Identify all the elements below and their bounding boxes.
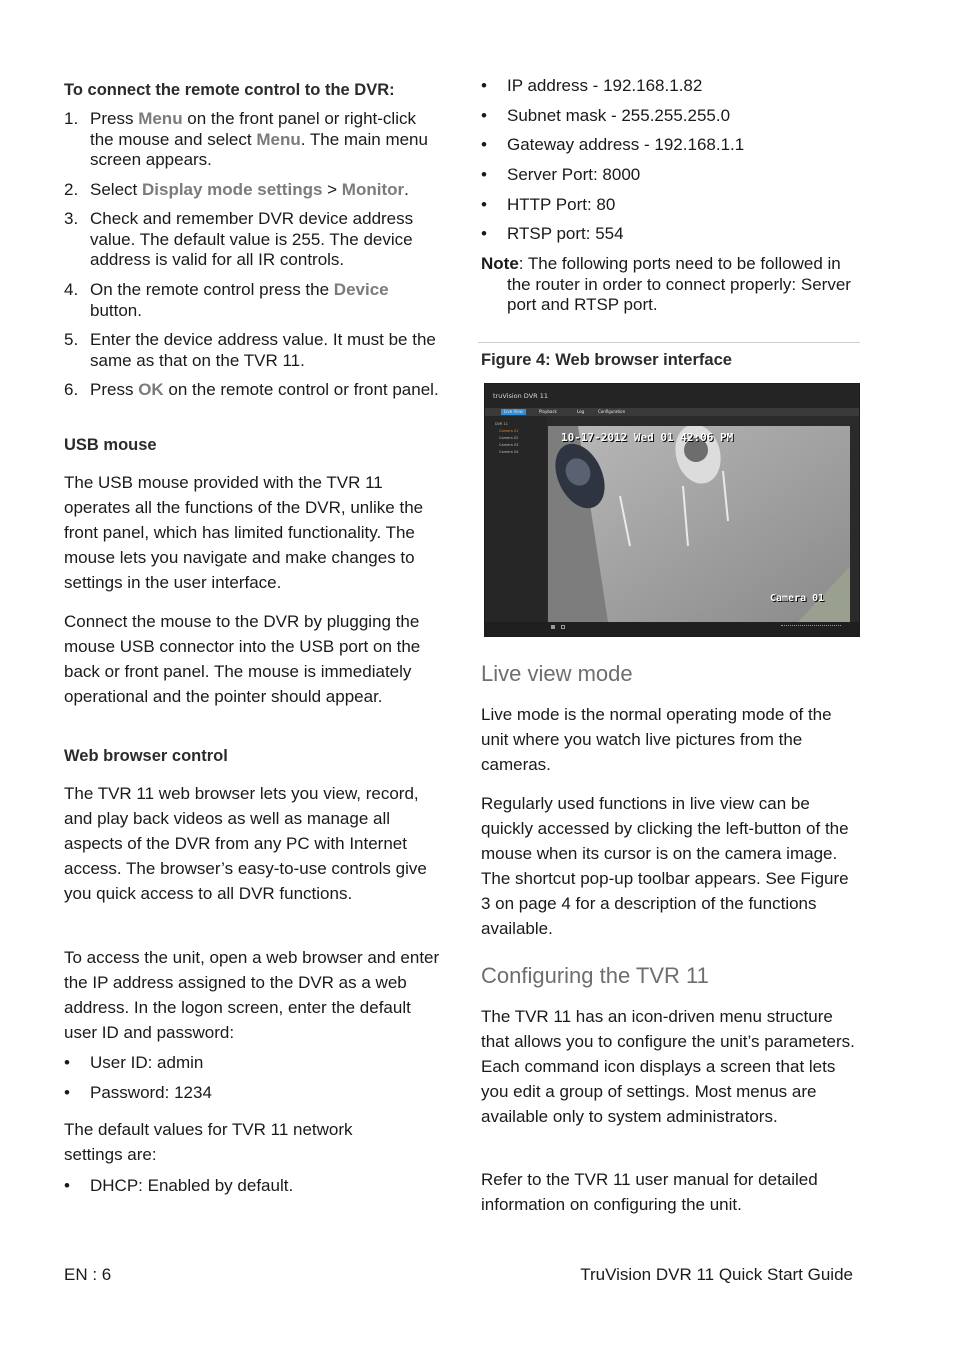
bullet-dot: •: [64, 1176, 70, 1195]
step-text-part: . The main menu screen appears.: [90, 129, 428, 169]
live-paragraph-2: Regularly used functions in live view can be quickly accessed by clicking the left-button of the mouse when its cursor is on the camera image. The shortcut pop-up toolbar appears. See Figure 3 on page 4 for a description of the functions available.: [481, 794, 849, 938]
step-number: 3.: [64, 209, 79, 228]
step-text: Check and remember DVR device address value. The default value is 255. The device address is valid for all IR controls.: [90, 209, 414, 269]
step-number: 1.: [64, 109, 79, 128]
note-text: : The following ports need to be followed in the router in order to connect properly: Server port and RTSP port.: [507, 254, 851, 314]
step-text: [90, 280, 442, 321]
keyword: Menu: [138, 109, 183, 128]
screenshot-tab: Log: [577, 409, 585, 414]
section-divider: [478, 342, 860, 343]
web-browser-screenshot: [484, 383, 860, 637]
usb-mouse-heading: USB mouse: [64, 436, 157, 454]
bullet-text: User ID: admin: [90, 1053, 204, 1072]
stop-icon: [551, 625, 555, 629]
screenshot-tab: Configuration: [598, 409, 626, 414]
bullet-text: Subnet mask - 255.255.255.0: [507, 106, 731, 125]
step-text: [90, 380, 442, 401]
screenshot-sidebar-item: DVR 11: [495, 422, 509, 426]
step-text-part: On the remote control press the: [90, 280, 334, 299]
usb-paragraph-2: Connect the mouse to the DVR by plugging the mouse USB connector into the USB port on the back or front panel. The mouse is immediately operational and the pointer should appear.: [64, 612, 421, 706]
bullet-dot: •: [481, 76, 487, 95]
step-text-part: Press: [90, 380, 139, 399]
bullet-text: Gateway address - 192.168.1.1: [507, 135, 745, 154]
video-camera-label: Camera 01: [770, 593, 825, 604]
config-paragraph-2: Refer to the TVR 11 user manual for detailed information on configuring the unit.: [481, 1170, 818, 1214]
live-view-heading: Live view mode: [481, 661, 633, 686]
web-paragraph-1: The TVR 11 web browser lets you view, record, and play back videos as well as manage all aspects of the DVR from any PC with Internet access. The browser’s easy-to-use controls give you quick access to all DVR functions.: [64, 784, 427, 903]
screenshot-sidebar-item: Camera 01: [499, 429, 519, 433]
screenshot-sidebar-item: Camera 03: [499, 443, 519, 447]
step-number: 5.: [64, 330, 79, 349]
step-text: Enter the device address value. It must be the same as that on the TVR 11.: [90, 330, 436, 370]
keyword: OK: [138, 380, 164, 399]
bullet-text: RTSP port: 554: [507, 224, 624, 243]
bullet-dot: •: [64, 1053, 70, 1072]
step-number: 4.: [64, 280, 79, 299]
screenshot-tab: Live View: [501, 409, 526, 415]
step-text-part: button.: [90, 300, 142, 320]
step-text-part: Press: [90, 109, 139, 128]
step-text: [90, 180, 442, 201]
note-label: Note: [481, 254, 519, 273]
bullet-text: Server Port: 8000: [507, 165, 641, 184]
screenshot-tab: Playback: [539, 409, 557, 414]
bullet-text: IP address - 192.168.1.82: [507, 76, 703, 95]
keyword: Device: [333, 280, 389, 299]
step-text-part: .: [404, 180, 409, 199]
bullet-dot: •: [481, 106, 487, 125]
screenshot-toolbar: [485, 622, 859, 636]
usb-paragraph-1: The USB mouse provided with the TVR 11 operates all the functions of the DVR, unlike the front panel, which has limited functionality. The mouse lets you navigate and make changes to settings in the user interface.: [64, 473, 424, 592]
bullet-dot: •: [481, 165, 487, 184]
bullet-text: Password: 1234: [90, 1083, 212, 1102]
bullet-dot: •: [481, 224, 487, 243]
figure-caption: Figure 4: Web browser interface: [481, 351, 732, 369]
web-browser-heading: Web browser control: [64, 747, 228, 765]
bullet-dot: •: [481, 135, 487, 154]
note-paragraph: [481, 254, 861, 316]
record-icon: [561, 625, 565, 629]
keyword: Menu: [256, 129, 301, 149]
screenshot-sidebar-item: Camera 02: [499, 436, 519, 440]
config-paragraph-1: The TVR 11 has an icon-driven menu structure that allows you to configure the unit’s parameters. Each command icon displays a screen that lets you edit a group of settings. Most menus are available only to system administrators.: [481, 1007, 855, 1126]
step-number: 6.: [64, 380, 79, 399]
web-paragraph-2: To access the unit, open a web browser and enter the IP address assigned to the DVR as a web address. In the logon screen, enter the default user ID and password:: [64, 948, 440, 1042]
footer-title: TruVision DVR 11 Quick Start Guide: [580, 1265, 853, 1284]
step-text-part: >: [322, 180, 342, 199]
footer-page-number: EN : 6: [64, 1265, 112, 1284]
screenshot-brand: truVision DVR 11: [493, 392, 548, 400]
step-text-part: Select: [90, 180, 142, 199]
live-paragraph-1: Live mode is the normal operating mode of the unit where you watch live pictures from the cameras.: [481, 705, 832, 774]
keyword: Monitor: [341, 180, 405, 199]
step-text-part: on the front panel or right-click the mouse and select: [90, 109, 416, 149]
bullet-dot: •: [481, 195, 487, 214]
bullet-text: HTTP Port: 80: [507, 195, 616, 214]
camera-video-feed: [548, 426, 850, 622]
screenshot-sidebar-item: Camera 04: [499, 450, 519, 454]
configuring-heading: Configuring the TVR 11: [481, 963, 709, 988]
step-number: 2.: [64, 180, 79, 199]
screenshot-sidebar: [485, 416, 547, 624]
remote-heading: To connect the remote control to the DVR:: [64, 81, 395, 99]
step-text: [90, 109, 442, 171]
bullet-text: DHCP: Enabled by default.: [90, 1176, 294, 1195]
screenshot-header: [485, 384, 859, 408]
keyword: Display mode settings: [141, 180, 323, 199]
defaults-paragraph: The default values for TVR 11 network settings are:: [64, 1120, 353, 1164]
toolbar-controls-icon: [781, 625, 841, 630]
bullet-dot: •: [64, 1083, 70, 1102]
screenshot-tabs: [485, 408, 859, 416]
video-timestamp: 10-17-2012 Wed 01 42:06 PM: [561, 431, 734, 444]
step-text-part: on the remote control or front panel.: [163, 380, 439, 399]
